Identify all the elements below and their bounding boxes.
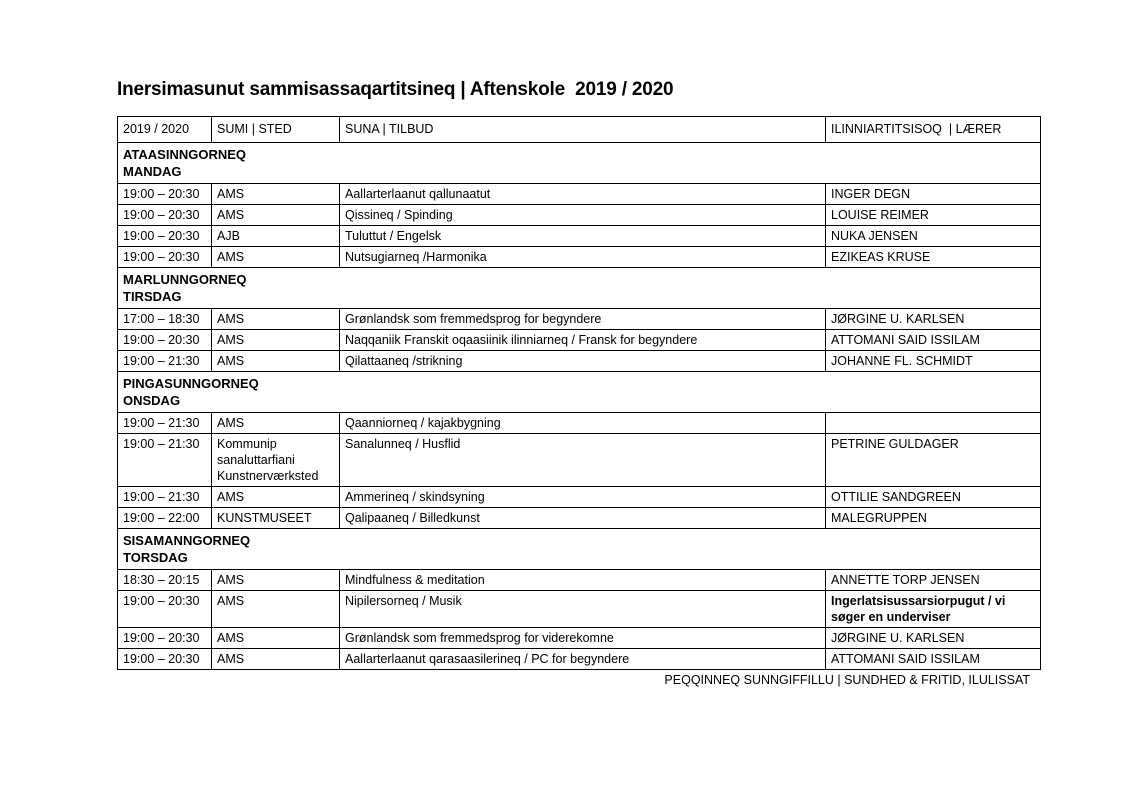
day-header-cell — [118, 143, 1041, 184]
time-cell: 19:00 – 21:30 — [118, 434, 212, 487]
col-header-teacher: ILINNIARTITSISOQ | LÆRER — [826, 117, 1041, 143]
teacher-cell: NUKA JENSEN — [826, 226, 1041, 247]
teacher-cell — [826, 413, 1041, 434]
place-cell: KUNSTMUSEET — [212, 508, 340, 529]
place-cell: AMS — [212, 330, 340, 351]
page-title: Inersimasunut sammisassaqartitsineq | Aftenskole 2019 / 2020 — [117, 79, 674, 100]
time-cell: 19:00 – 20:30 — [118, 330, 212, 351]
place-cell: AMS — [212, 247, 340, 268]
time-cell: 19:00 – 20:30 — [118, 628, 212, 649]
table-row — [118, 508, 1041, 529]
course-cell: Nutsugiarneq /Harmonika — [340, 247, 826, 268]
day-header-cell — [118, 268, 1041, 309]
teacher-cell: MALEGRUPPEN — [826, 508, 1041, 529]
time-cell: 17:00 – 18:30 — [118, 309, 212, 330]
day-name-greenlandic: ATAASINNGORNEQ — [123, 147, 247, 162]
teacher-cell: EZIKEAS KRUSE — [826, 247, 1041, 268]
teacher-cell: LOUISE REIMER — [826, 205, 1041, 226]
time-cell: 19:00 – 20:30 — [118, 226, 212, 247]
day-name-danish: ONSDAG — [123, 393, 181, 408]
time-cell: 19:00 – 21:30 — [118, 413, 212, 434]
table-row — [118, 330, 1041, 351]
day-header-cell — [118, 529, 1041, 570]
place-cell: AMS — [212, 351, 340, 372]
table-row — [118, 309, 1041, 330]
col-header-place: SUMI | STED — [212, 117, 340, 143]
teacher-cell: JØRGINE U. KARLSEN — [826, 628, 1041, 649]
day-name-greenlandic: SISAMANNGORNEQ — [123, 533, 251, 548]
table-row — [118, 487, 1041, 508]
table-header-row — [118, 117, 1041, 143]
course-cell: Grønlandsk som fremmedsprog for begyndere — [340, 309, 826, 330]
course-cell: Qilattaaneq /strikning — [340, 351, 826, 372]
table-row — [118, 413, 1041, 434]
place-cell: AMS — [212, 205, 340, 226]
time-cell: 19:00 – 21:30 — [118, 487, 212, 508]
place-cell: AMS — [212, 309, 340, 330]
table-row — [118, 351, 1041, 372]
time-cell: 19:00 – 20:30 — [118, 205, 212, 226]
col-header-year: 2019 / 2020 — [118, 117, 212, 143]
place-cell: AMS — [212, 649, 340, 670]
place-cell: Kommunip sanaluttarfiani Kunstnerværksted — [212, 434, 340, 487]
course-cell: Aallarterlaanut qallunaatut — [340, 184, 826, 205]
course-cell: Ammerineq / skindsyning — [340, 487, 826, 508]
day-header-row — [118, 143, 1041, 184]
teacher-cell: PETRINE GULDAGER — [826, 434, 1041, 487]
course-cell: Aallarterlaanut qarasaasilerineq / PC for begyndere — [340, 649, 826, 670]
table-row — [118, 205, 1041, 226]
time-cell: 19:00 – 20:30 — [118, 649, 212, 670]
table-row — [118, 226, 1041, 247]
course-cell: Grønlandsk som fremmedsprog for viderekomne — [340, 628, 826, 649]
course-cell: Sanalunneq / Husflid — [340, 434, 826, 487]
table-row — [118, 184, 1041, 205]
day-name-danish: TIRSDAG — [123, 289, 182, 304]
course-cell: Naqqaniik Franskit oqaasiinik ilinniarneq / Fransk for begyndere — [340, 330, 826, 351]
teacher-cell: Ingerlatsisussarsiorpugut / vi søger en underviser — [826, 591, 1041, 628]
course-cell: Qaanniorneq / kajakbygning — [340, 413, 826, 434]
place-cell: AMS — [212, 184, 340, 205]
place-cell: AMS — [212, 591, 340, 628]
teacher-cell: ANNETTE TORP JENSEN — [826, 570, 1041, 591]
schedule-table — [117, 116, 1041, 670]
teacher-cell: ATTOMANI SAID ISSILAM — [826, 330, 1041, 351]
table-row — [118, 591, 1041, 628]
place-cell: AMS — [212, 487, 340, 508]
day-header-row — [118, 268, 1041, 309]
teacher-cell: ATTOMANI SAID ISSILAM — [826, 649, 1041, 670]
teacher-cell: INGER DEGN — [826, 184, 1041, 205]
footer-text: PEQQINNEQ SUNNGIFFILLU | SUNDHED & FRITID, ILULISSAT — [664, 673, 1030, 687]
time-cell: 19:00 – 20:30 — [118, 184, 212, 205]
place-cell: AMS — [212, 413, 340, 434]
table-row — [118, 649, 1041, 670]
teacher-cell: OTTILIE SANDGREEN — [826, 487, 1041, 508]
time-cell: 19:00 – 22:00 — [118, 508, 212, 529]
place-cell: AMS — [212, 628, 340, 649]
time-cell: 19:00 – 20:30 — [118, 247, 212, 268]
table-row — [118, 247, 1041, 268]
teacher-cell: JØRGINE U. KARLSEN — [826, 309, 1041, 330]
table-row — [118, 628, 1041, 649]
day-header-row — [118, 372, 1041, 413]
course-cell: Qissineq / Spinding — [340, 205, 826, 226]
course-cell: Tuluttut / Engelsk — [340, 226, 826, 247]
course-cell: Qalipaaneq / Billedkunst — [340, 508, 826, 529]
day-header-row — [118, 529, 1041, 570]
time-cell: 19:00 – 21:30 — [118, 351, 212, 372]
place-cell: AJB — [212, 226, 340, 247]
teacher-cell: JOHANNE FL. SCHMIDT — [826, 351, 1041, 372]
course-cell: Mindfulness & meditation — [340, 570, 826, 591]
col-header-course: SUNA | TILBUD — [340, 117, 826, 143]
time-cell: 18:30 – 20:15 — [118, 570, 212, 591]
day-header-cell — [118, 372, 1041, 413]
day-name-greenlandic: PINGASUNNGORNEQ — [123, 376, 259, 391]
day-name-danish: TORSDAG — [123, 550, 188, 565]
day-name-greenlandic: MARLUNNGORNEQ — [123, 272, 247, 287]
document-content — [117, 79, 1040, 687]
table-row — [118, 434, 1041, 487]
table-row — [118, 570, 1041, 591]
place-cell: AMS — [212, 570, 340, 591]
course-cell: Nipilersorneq / Musik — [340, 591, 826, 628]
day-name-danish: MANDAG — [123, 164, 182, 179]
time-cell: 19:00 – 20:30 — [118, 591, 212, 628]
